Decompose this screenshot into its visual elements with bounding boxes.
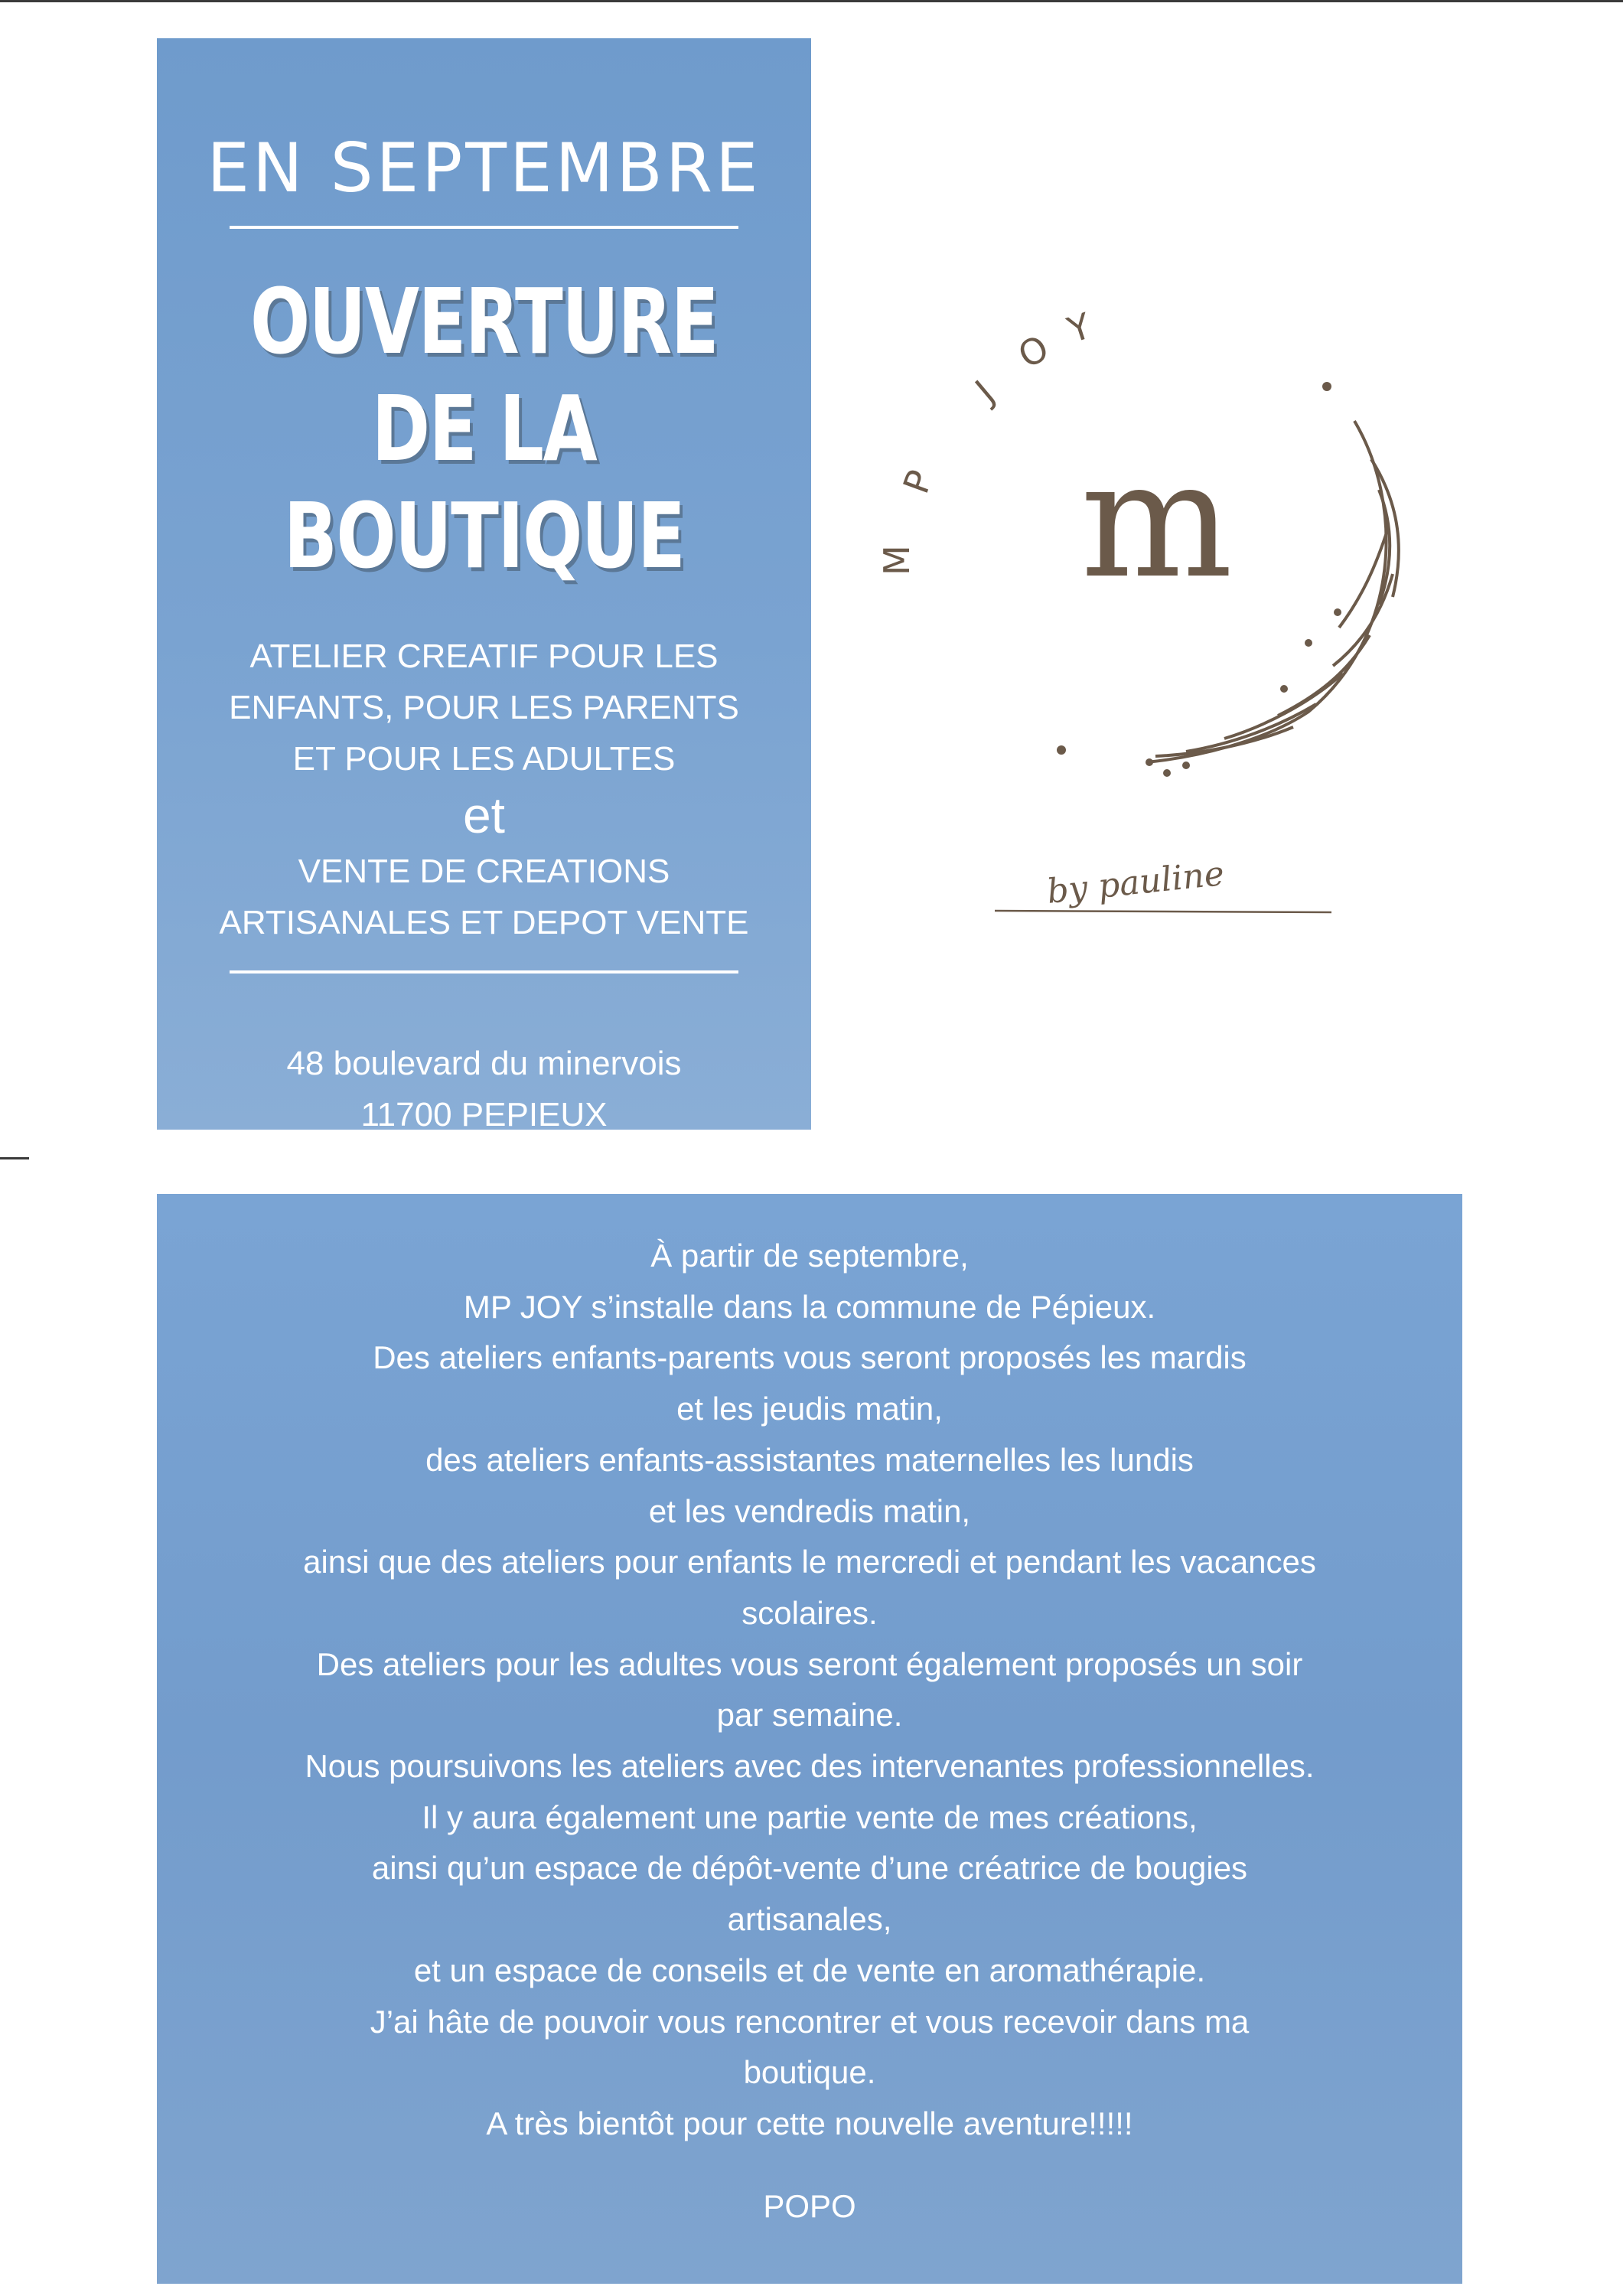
letter-line: boutique. xyxy=(743,2054,876,2091)
letter-line: Il y aura également une partie vente de mes créations, xyxy=(422,1799,1198,1835)
letter-line: Nous poursuivons les ateliers avec des intervenantes professionnelles. xyxy=(305,1748,1315,1785)
poster-address xyxy=(157,1038,811,1140)
desc-line: ARTISANALES ET DEPOT VENTE xyxy=(219,904,749,941)
headline-line: BOUTIQUE xyxy=(283,483,685,589)
arc-letter-p: P xyxy=(895,465,941,499)
letter-signature: POPO xyxy=(763,2188,856,2224)
poster-divider-top xyxy=(230,226,738,229)
arc-letter-y: Y xyxy=(1062,305,1097,351)
poster-headline xyxy=(229,268,739,589)
tagline-underline xyxy=(995,911,1331,912)
letter-line: A très bientôt pour cette nouvelle aventure!!!!! xyxy=(486,2105,1133,2141)
desc-conjunction: et xyxy=(462,787,506,843)
poster-description xyxy=(157,631,811,948)
letter-line: Des ateliers enfants-parents vous seront proposés les mardis xyxy=(373,1339,1247,1376)
monogram-m: m xyxy=(1080,426,1234,614)
letter-line: scolaires. xyxy=(741,1594,878,1631)
desc-line: ENFANTS, POUR LES PARENTS xyxy=(229,689,739,726)
letter-line: et les jeudis matin, xyxy=(676,1391,943,1427)
arc-letter-o: O xyxy=(1011,327,1056,377)
poster-month: EN SEPTEMBRE xyxy=(207,129,761,207)
announcement-letter xyxy=(157,1194,1462,2284)
opening-poster xyxy=(157,38,811,1133)
scan-border-top xyxy=(0,0,1623,2)
logo-graphic xyxy=(865,276,1446,949)
address-street: 48 boulevard du minervois xyxy=(286,1045,682,1082)
mp-joy-logo xyxy=(865,276,1446,949)
poster-divider-bottom xyxy=(230,970,738,974)
desc-line: VENTE DE CREATIONS xyxy=(298,853,670,890)
headline-line: DE LA xyxy=(371,376,597,481)
arc-letter-m: M xyxy=(876,545,917,576)
letter-line: MP JOY s’installe dans la commune de Pépieux. xyxy=(463,1288,1156,1325)
arc-letter-j: J xyxy=(967,372,1002,411)
letter-line: J’ai hâte de pouvoir vous rencontrer et vous recevoir dans ma xyxy=(370,2003,1250,2040)
letter-body xyxy=(157,1231,1462,2150)
address-city: 11700 PEPIEUX xyxy=(360,1096,608,1133)
letter-line: À partir de septembre, xyxy=(650,1238,969,1274)
letter-line: et les vendredis matin, xyxy=(648,1492,971,1529)
headline-line: OUVERTURE xyxy=(249,269,719,374)
letter-line: par semaine. xyxy=(716,1697,903,1733)
letter-line: et un espace de conseils et de vente en aromathérapie. xyxy=(413,1952,1206,1988)
desc-line: ET POUR LES ADULTES xyxy=(292,740,676,778)
scan-mark xyxy=(0,1157,29,1159)
desc-line: ATELIER CREATIF POUR LES xyxy=(249,638,719,675)
letter-line: artisanales, xyxy=(727,1901,892,1938)
letter-line: ainsi qu’un espace de dépôt-vente d’une créatrice de bougies xyxy=(371,1850,1248,1887)
letter-line: des ateliers enfants-assistantes maternelles les lundis xyxy=(425,1441,1194,1478)
letter-line: Des ateliers pour les adultes vous seront également proposés un soir xyxy=(316,1645,1303,1682)
logo-tagline: by pauline xyxy=(1045,853,1227,912)
letter-line: ainsi que des ateliers pour enfants le mercredi et pendant les vacances xyxy=(303,1544,1316,1580)
